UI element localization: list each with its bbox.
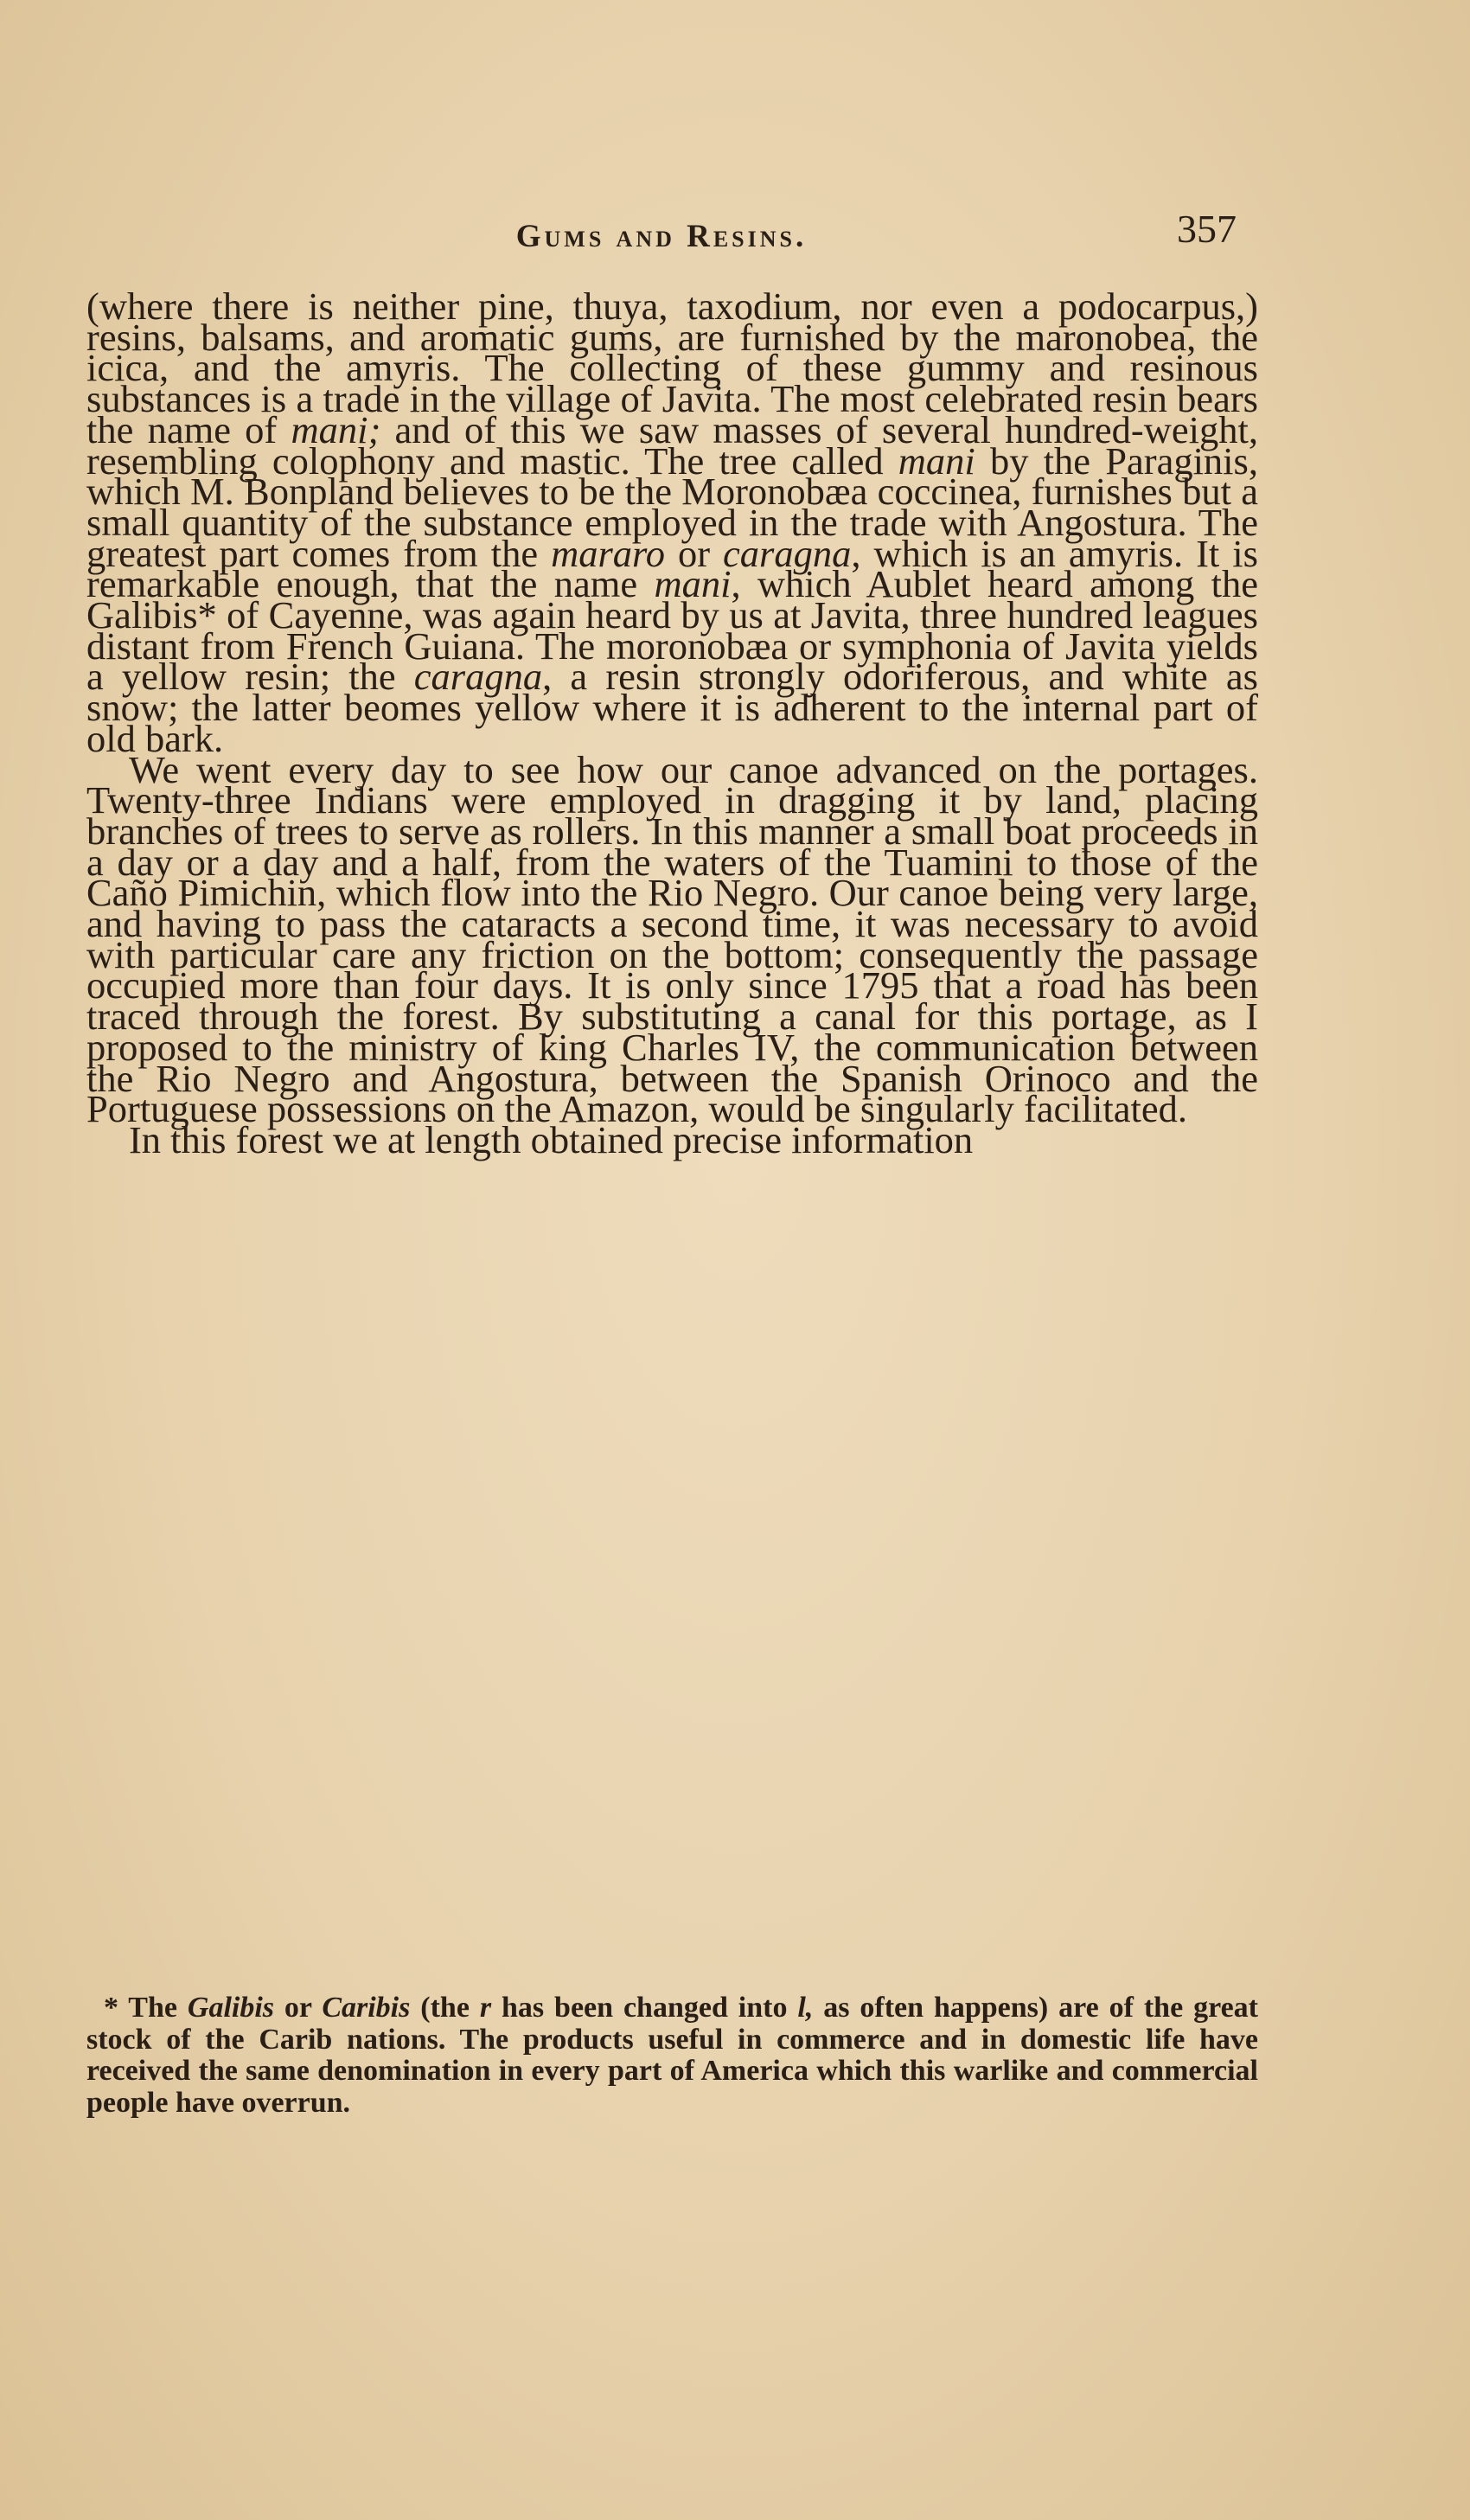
paragraph-1-text: , which Aublet heard among the Galibis* of Cayenne, was again heard by us at Javita, three hundred leagues distant from French Guiana. The moronobæa or symphonia of Javita yields a yellow resin; the xyxy=(86,562,1258,699)
footnote-text: or xyxy=(274,1992,323,2024)
paragraph-1-text: , a resin strongly odoriferous, and white as snow; the latter beomes yellow where it is adherent to the internal part of old bark. xyxy=(86,655,1258,760)
paragraph-1-text: by the Paraginis, which M. Bonpland believes to be the Moronobæa coccinea, furnishes but a small quantity of the substance employed in the trade with Angostura. The greatest part comes from the xyxy=(86,438,1258,575)
footnote-text: (the xyxy=(410,1992,480,2024)
running-title: Gums and Resins. xyxy=(515,219,808,254)
running-head xyxy=(86,206,1237,258)
body-text xyxy=(86,285,1258,1161)
footnote-text: has been changed into xyxy=(491,1992,798,2024)
italic-term: r xyxy=(479,1992,492,2024)
footnote xyxy=(86,1992,1258,2119)
italic-term: Caribis xyxy=(322,1992,411,2024)
italic-term: caragna xyxy=(723,531,852,575)
italic-term: mani xyxy=(654,562,732,606)
paragraph-1 xyxy=(86,285,1258,760)
italic-term: mararo xyxy=(551,531,665,575)
paragraph-1-text: or xyxy=(664,531,724,575)
footnote-mark: * The xyxy=(104,1992,188,2024)
italic-term: caragna xyxy=(413,655,543,699)
paragraph-2: We went every day to see how our canoe advanced on the portages. Twenty-three Indians were employed in dragging it by land, placing branches of trees to serve as rollers. In this manner a small boat proceeds in a day or a day and a half, from the waters of the Tuamini to those of the Caño Pimichin, which flow into the Rio Negro. Our canoe being very large, and having to pass the cataracts a second time, it was necessary to avoid with particular care any friction on the bottom; consequently the passage occupied more than four days. It is only since 1795 that a road has been traced through the forest. By substituting a canal for this portage, as I proposed to the ministry of king Charles IV, the communication between the Rio Negro and Angostura, between the Spanish Orinoco and the Portuguese possessions on the Amazon, would be singularly facilitated. xyxy=(86,747,1258,1131)
paragraph-1-text: , which is an amyris. It is remarkable enough, that the name xyxy=(86,531,1258,606)
paragraph-1-text: (where there is neither pine, thuya, taxodium, nor even a podocarpus,) resins, balsams, and aromatic gums, are furnished by the maronobea, the icica, and the amyris. The collecting of these gummy and resinous substances is a trade in the village of Javita. The most celebrated resin bears the name of xyxy=(86,285,1258,451)
italic-term: Galibis xyxy=(187,1992,275,2024)
italic-term: mani xyxy=(898,438,975,483)
italic-term: l, xyxy=(797,1992,814,2024)
italic-term: mani; xyxy=(291,407,381,451)
paragraph-3: In this forest we at length obtained precise information xyxy=(128,1117,974,1161)
page-number: 357 xyxy=(1177,207,1237,251)
footnote-text: as often happens) are of the great stock of the Carib nations. The products useful in commerce and in domestic life have received the same denomination in every part of America which this warlike and commercial people have overrun. xyxy=(86,1992,1258,2119)
paragraph-1-text: and of this we saw masses of several hundred-weight, resembling colophony and mastic. The tree called xyxy=(86,407,1258,483)
